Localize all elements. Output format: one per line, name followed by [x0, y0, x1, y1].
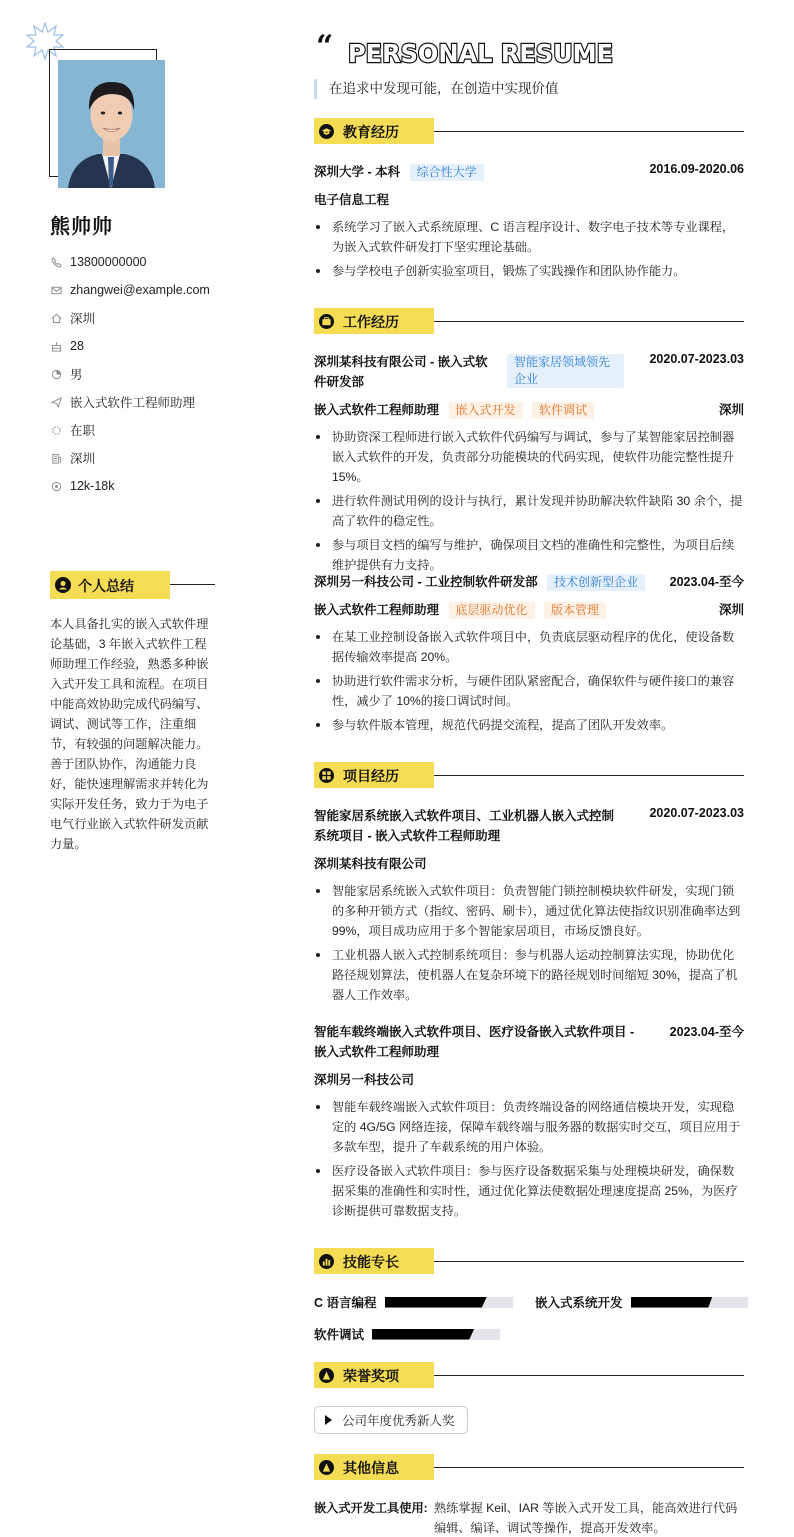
work-city: 深圳: [718, 403, 744, 417]
skill-level-fill: [385, 1297, 487, 1308]
info-phone: [50, 248, 250, 276]
other-title: 其他信息: [343, 1460, 399, 1476]
info-hometown-value: 深圳: [70, 312, 96, 326]
gender-icon: [50, 368, 62, 380]
project-company: 深圳另一科技公司: [314, 1073, 415, 1087]
project-1-bullets: [314, 881, 744, 1009]
other-section-header: [314, 1454, 744, 1480]
info-phone-value: 13800000000: [70, 255, 147, 269]
svg-text:PERSONAL RESUME: PERSONAL RESUME: [348, 39, 613, 68]
honor-item: [314, 1406, 468, 1434]
list-item: 智能家居系统嵌入式软件项目：负责智能门锁控制模块软件研发，实现门锁的多种开锁方式（指纹、密码、刷卡），通过优化算法使指纹识别准确率达到 99%，项目成功应用于多个智能家居项目，市场反馈良好。: [314, 881, 744, 941]
resume-title: [348, 37, 618, 69]
skill-level-fill: [372, 1329, 474, 1340]
info-hometown: [50, 304, 250, 332]
info-email-value: zhangwei@example.com: [70, 283, 210, 297]
award-icon: [319, 1368, 334, 1383]
work-entry-1-role: [314, 400, 744, 420]
send-icon: [50, 396, 62, 408]
building-icon: [50, 452, 62, 464]
skill-tag: 嵌入式开发: [449, 402, 523, 419]
info-salary: [50, 472, 250, 500]
list-item: 参与软件版本管理，规范代码提交流程，提高了团队开发效率。: [314, 715, 744, 735]
list-item: 在某工业控制设备嵌入式软件项目中，负责底层驱动程序的优化，使设备数据传输效率提高 20%。: [314, 627, 744, 667]
list-item: 进行软件测试用例的设计与执行，累计发现并协助解决软件缺陷 30 余个，提高了软件的稳定性。: [314, 491, 744, 531]
work-entry-1-header: [314, 352, 744, 392]
salary-icon: [50, 480, 62, 492]
list-item: 协助资深工程师进行嵌入式软件代码编写与调试，参与了某智能家居控制器嵌入式软件的开发，负责部分功能模块的代码实现，使软件功能完整性提升 15%。: [314, 427, 744, 487]
briefcase-icon: [319, 314, 334, 329]
mail-icon: [50, 284, 62, 296]
honors-title: 荣誉奖项: [343, 1368, 399, 1384]
other-info-row: [314, 1498, 744, 1537]
education-school: 深圳大学 - 本科: [314, 165, 401, 179]
user-icon: [55, 577, 71, 593]
info-age: [50, 332, 250, 360]
skill-level-fill: [631, 1297, 713, 1308]
work-role: 嵌入式软件工程师助理: [314, 403, 440, 417]
education-major: 电子信息工程: [314, 193, 390, 207]
work-company-tag: 智能家居领域领先企业: [507, 354, 624, 388]
work-company: 深圳另一科技公司 - 工业控制软件研发部: [314, 575, 538, 589]
list-item: 协助进行软件需求分析，与硬件团队紧密配合，确保软件与硬件接口的兼容性，减少了 10%的接口调试时间。: [314, 671, 744, 711]
info-icon: [319, 1460, 334, 1475]
person-name: 熊帅帅: [50, 216, 113, 238]
skill-name: C 语言编程: [314, 1296, 377, 1310]
other-info-label: 嵌入式开发工具使用:: [314, 1501, 428, 1515]
skill-level-bar: [631, 1297, 748, 1308]
education-bullets: [314, 217, 744, 285]
work-role: 嵌入式软件工程师助理: [314, 603, 440, 617]
projects-title: 项目经历: [343, 768, 399, 784]
work-entry-2-header: [314, 572, 744, 592]
project-name: 智能家居系统嵌入式软件项目、工业机器人嵌入式控制系统项目 - 嵌入式软件工程师助理: [314, 809, 615, 843]
info-position-value: 嵌入式软件工程师助理: [70, 396, 196, 410]
info-gender: [50, 360, 250, 388]
summary-title: 个人总结: [78, 578, 134, 594]
info-position: [50, 388, 250, 416]
honor-label: 公司年度优秀新人奖: [342, 1414, 455, 1428]
work-entry-2-bullets: [314, 627, 744, 739]
skill-name: 嵌入式系统开发: [535, 1296, 623, 1310]
project-date: 2023.04-至今: [669, 1025, 744, 1039]
quote-mark-icon: “: [316, 29, 334, 64]
graduation-cap-icon: [319, 124, 334, 139]
skill-tag: 版本管理: [544, 602, 606, 619]
honors-section-header: [314, 1362, 744, 1388]
info-gender-value: 男: [70, 368, 83, 382]
info-status: [50, 416, 250, 444]
info-email: [50, 276, 250, 304]
work-company: 深圳某科技有限公司 - 嵌入式软件研发部: [314, 355, 488, 389]
info-salary-value: 12k-18k: [70, 479, 115, 493]
skill-level-bar: [372, 1329, 500, 1340]
project-date: 2020.07-2023.03: [649, 806, 744, 820]
info-age-value: 28: [70, 339, 84, 353]
work-company-tag: 技术创新型企业: [547, 574, 645, 591]
project-1-header: [314, 806, 744, 846]
projects-section-header: [314, 762, 744, 788]
summary-text: 本人具备扎实的嵌入式软件理论基础，3 年嵌入式软件工程师助理工作经验，熟悉多种嵌入式开发工具和流程。在项目中能高效协助完成代码编写、调试、测试等工作，注重细节，有较强的问题解决能力。善于团队协作，沟通能力良好，能快速理解需求并转化为实际开发任务，致力于为电子电气行业嵌入式软件研发贡献力量。: [50, 617, 209, 851]
project-company: 深圳某科技有限公司: [314, 857, 427, 871]
skill-item: [314, 1325, 500, 1343]
skills-section-header: [314, 1248, 744, 1274]
skill-name: 软件调试: [314, 1328, 365, 1342]
other-info-text: 熟练掌握 Keil、IAR 等嵌入式开发工具，能高效进行代码编辑、编译、调试等操作，提高开发效率。: [434, 1501, 738, 1535]
avatar: [58, 60, 165, 188]
skill-item: [314, 1293, 513, 1311]
play-icon: [325, 1415, 332, 1425]
home-icon: [50, 312, 62, 324]
project-2-header: [314, 1022, 744, 1062]
phone-icon: [50, 256, 62, 268]
info-city-value: 深圳: [70, 452, 96, 466]
list-item: 工业机器人嵌入式控制系统项目：参与机器人运动控制算法实现，协助优化路径规划算法，使机器人在复杂环境下的路径规划时间缩短 30%，提高了机器人工作效率。: [314, 945, 744, 1005]
education-title: 教育经历: [343, 124, 399, 140]
info-status-value: 在职: [70, 424, 96, 438]
status-icon: [50, 424, 62, 436]
education-date: 2016.09-2020.06: [649, 162, 744, 176]
project-2-bullets: [314, 1097, 744, 1225]
project-name: 智能车载终端嵌入式软件项目、医疗设备嵌入式软件项目 - 嵌入式软件工程师助理: [314, 1025, 635, 1059]
skill-level-bar: [385, 1297, 513, 1308]
skill-tag: 底层驱动优化: [449, 602, 535, 619]
education-entry: [314, 162, 744, 182]
education-tag: 综合性大学: [410, 164, 484, 181]
list-item: 参与学校电子创新实验室项目，锻炼了实践操作和团队协作能力。: [314, 261, 744, 281]
work-section-header: [314, 308, 744, 334]
skills-title: 技能专长: [343, 1254, 399, 1270]
summary-section-header: [50, 571, 215, 599]
bar-chart-icon: [319, 1254, 334, 1269]
list-item: 智能车载终端嵌入式软件项目：负责终端设备的网络通信模块开发，实现稳定的 4G/5G 网络连接，保障车载终端与服务器的数据实时交互，项目应用于多款车型，提升了车载系统的用户体验。: [314, 1097, 744, 1157]
grid-icon: [319, 768, 334, 783]
contact-info-list: [50, 248, 250, 500]
work-date: 2020.07-2023.03: [649, 352, 744, 366]
work-date: 2023.04-至今: [669, 575, 744, 589]
education-section-header: [314, 118, 744, 144]
list-item: 参与项目文档的编写与维护，确保项目文档的准确性和完整性，为项目后续维护提供有力支持。: [314, 535, 744, 575]
skill-tag: 软件调试: [532, 402, 594, 419]
info-city: [50, 444, 250, 472]
list-item: 医疗设备嵌入式软件项目：参与医疗设备数据采集与处理模块研发，确保数据采集的准确性和实时性，通过优化算法使数据处理速度提高 25%，为医疗诊断提供可靠数据支持。: [314, 1161, 744, 1221]
work-city: 深圳: [718, 603, 744, 617]
work-entry-2-role: [314, 600, 744, 620]
tagline: 在追求中发现可能，在创造中实现价值: [314, 79, 559, 99]
work-title: 工作经历: [343, 314, 399, 330]
work-entry-1-bullets: [314, 427, 744, 579]
skill-item: [535, 1293, 748, 1311]
list-item: 系统学习了嵌入式系统原理、C 语言程序设计、数字电子技术等专业课程，为嵌入式软件研发打下坚实理论基础。: [314, 217, 744, 257]
cake-icon: [50, 340, 62, 352]
